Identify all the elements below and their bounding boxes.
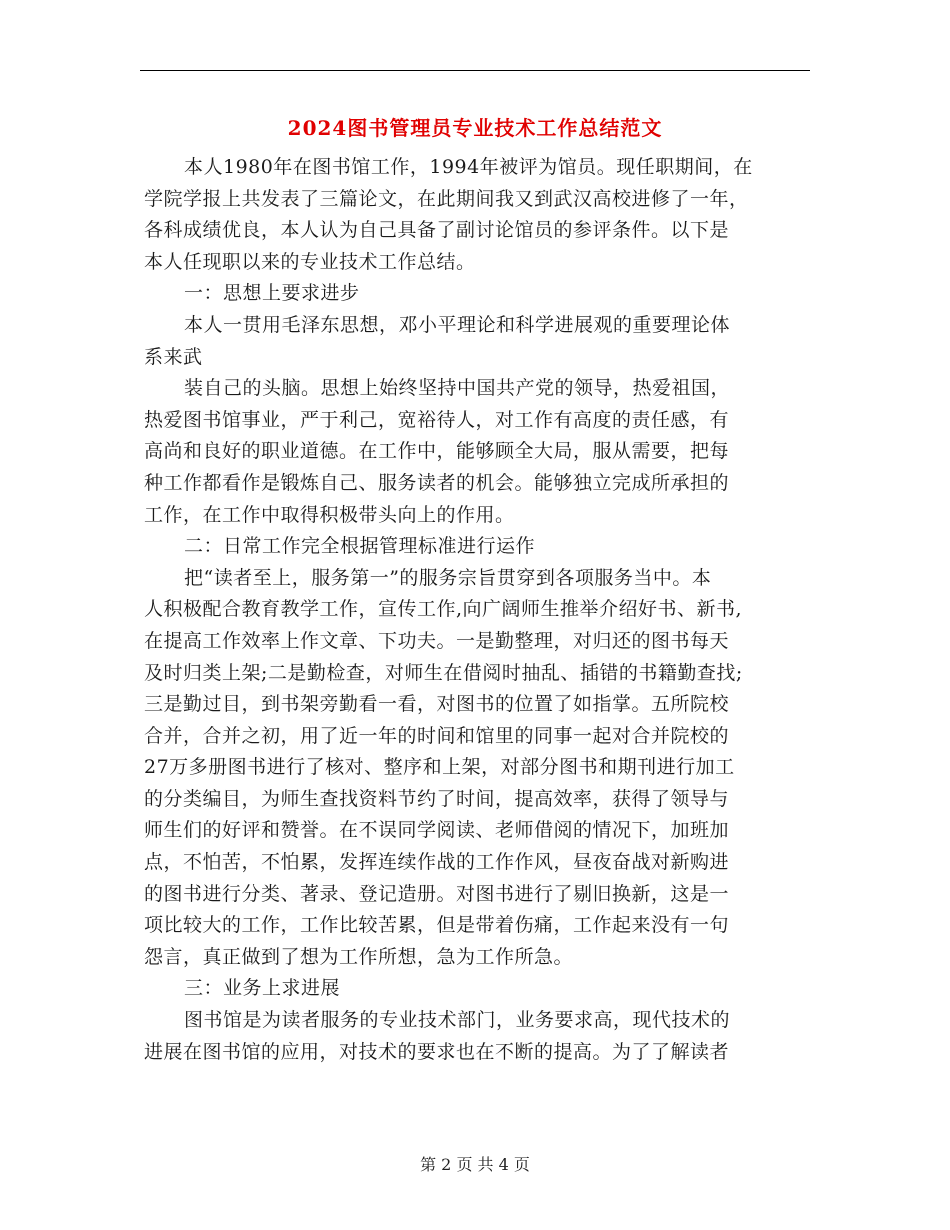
body-line: 本人一贯用毛泽东思想，邓小平理论和科学进展观的重要理论体 [184, 313, 731, 336]
body-line: 项比较大的工作，工作比较苦累，但是带着伤痛，工作起来没有一句 [144, 914, 730, 937]
body-line: 合并，合并之初，用了近一年的时间和馆里的同事一起对合并院校的 [144, 724, 730, 747]
body-line: 师生们的好评和赞誉。在不误同学阅读、老师借阅的情况下，加班加 [144, 819, 730, 842]
body-line: 本人1980年在图书馆工作，1994年被评为馆员。现任职期间，在 [184, 156, 753, 178]
page-number-footer: 第 2 页 共 4 页 [420, 1155, 530, 1174]
body-line: 27万多册图书进行了核对、整序和上架，对部分图书和期刊进行加工 [144, 756, 735, 779]
body-line: 的图书进行分类、著录、登记造册。对图书进行了剔旧换新，这是一 [144, 882, 730, 905]
header-rule [140, 70, 810, 71]
body-line: 进展在图书馆的应用，对技术的要求也在不断的提高。为了了解读者 [144, 1040, 730, 1063]
section-heading-3: 三：业务上求进展 [184, 977, 341, 1000]
document-title: 2024图书管理员专业技术工作总结范文 [287, 116, 663, 140]
body-line: 高尚和良好的职业道德。在工作中，能够顾全大局，服从需要，把每 [144, 440, 730, 463]
body-line: 装自己的头脑。思想上始终坚持中国共产党的领导，热爱祖国， [184, 377, 731, 400]
body-line: 三是勤过目，到书架旁勤看一看，对图书的位置了如指掌。五所院校 [144, 693, 730, 716]
body-line: 热爱图书馆事业，严于利己，宽裕待人，对工作有高度的责任感，有 [144, 408, 730, 431]
body-line: 人积极配合教育教学工作，宣传工作,向广阔师生推举介绍好书、新书, [144, 598, 743, 621]
body-line: 种工作都看作是锻炼自己、服务读者的机会。能够独立完成所承担的 [144, 471, 730, 494]
section-heading-1: 一：思想上要求进步 [184, 282, 360, 305]
body-line: 本人任现职以来的专业技术工作总结。 [144, 250, 476, 273]
body-line: 的分类编目，为师生查找资料节约了时间，提高效率，获得了领导与 [144, 787, 730, 810]
document-body [144, 152, 804, 1068]
body-line: 点，不怕苦，不怕累，发挥连续作战的工作作风，昼夜奋战对新购进 [144, 851, 730, 874]
body-line: 学院学报上共发表了三篇论文，在此期间我又到武汉高校进修了一年， [144, 187, 749, 210]
body-line: 系来武 [144, 345, 203, 368]
body-line: 把“读者至上，服务第一”的服务宗旨贯穿到各项服务当中。本 [184, 566, 712, 589]
body-line: 及时归类上架;二是勤检查，对师生在借阅时抽乱、插错的书籍勤查找; [144, 661, 743, 684]
section-heading-2: 二：日常工作完全根据管理标准进行运作 [184, 535, 536, 558]
body-line: 图书馆是为读者服务的专业技术部门，业务要求高，现代技术的 [184, 1009, 731, 1032]
body-line: 怨言，真正做到了想为工作所想，急为工作所急。 [144, 945, 574, 968]
body-line: 工作，在工作中取得积极带头向上的作用。 [144, 503, 515, 526]
body-line: 在提高工作效率上作文章、下功夫。一是勤整理，对归还的图书每天 [144, 629, 730, 652]
body-line: 各科成绩优良，本人认为自己具备了副讨论馆员的参评条件。以下是 [144, 219, 730, 242]
